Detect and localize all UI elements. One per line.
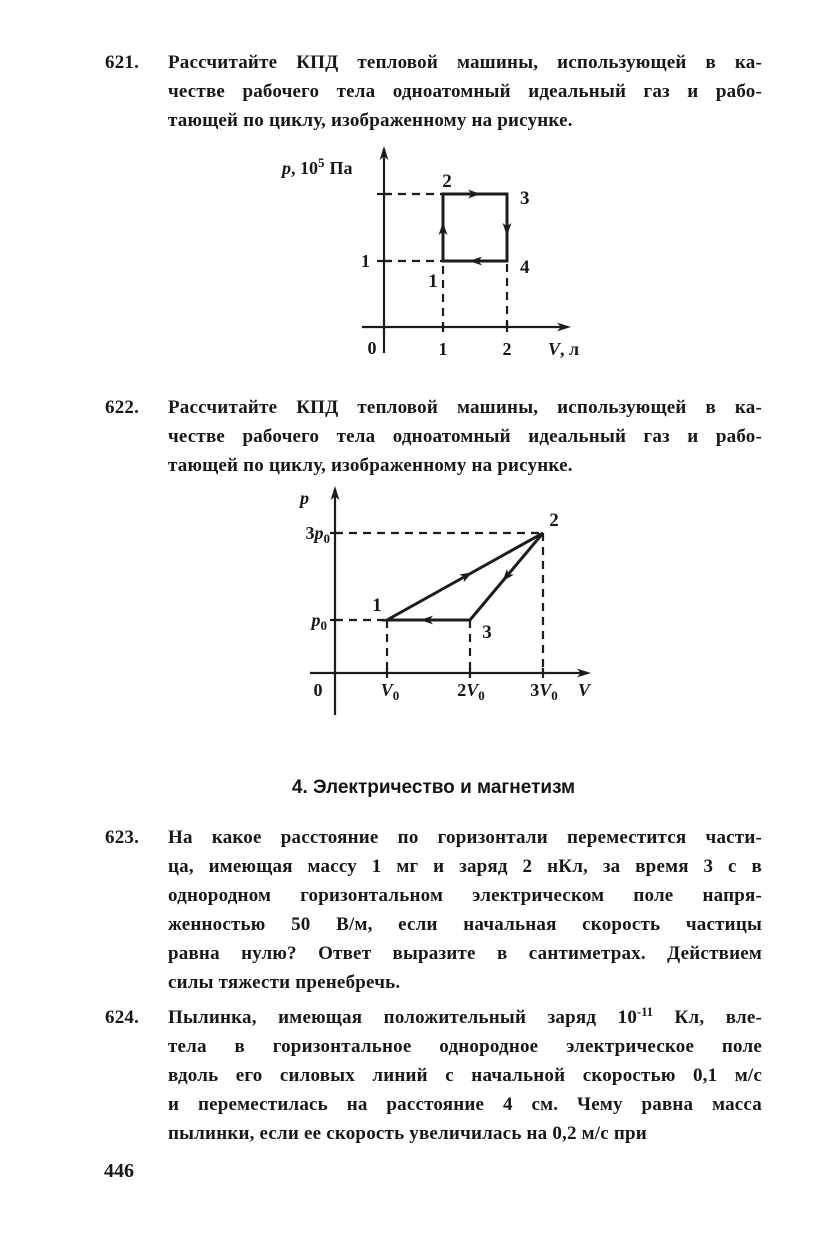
problem-624 xyxy=(105,1003,762,1148)
text-line: честве рабочего тела одноатомный идеальный газ и рабо- xyxy=(168,426,762,447)
text-line: пылинки, если ее скорость увеличилась на 0,2 м/с при xyxy=(168,1123,647,1144)
point-label-1: 1 xyxy=(428,271,438,292)
point-label-3: 3 xyxy=(482,622,492,643)
y-axis-label: p, $10^5$ Па xyxy=(282,155,353,178)
point-label-4: 4 xyxy=(520,257,530,278)
point-label-1: 1 xyxy=(372,595,382,616)
problem-text xyxy=(168,823,762,997)
problem-number: 621. xyxy=(105,52,140,73)
y-tick-label-3p0: $3p_0$ xyxy=(305,523,330,546)
text-line: Рассчитайте КПД тепловой машины, использующей в ка- xyxy=(168,52,762,73)
text-line: честве рабочего тела одноатомный идеальный газ и рабо- xyxy=(168,81,762,102)
origin-label: 0 xyxy=(313,680,323,700)
text-line: Рассчитайте КПД тепловой машины, использующей в ка- xyxy=(168,397,762,418)
text-line: вдоль его силовых линий с начальной скоростью 0,1 м/с xyxy=(168,1065,762,1086)
problem-number: 622. xyxy=(105,397,140,418)
pv-diagram-622-svg xyxy=(280,480,610,730)
problem-number: 624. xyxy=(105,1007,140,1028)
text-segment: Кл, вле- xyxy=(653,1007,762,1028)
origin-label: 0 xyxy=(367,338,377,358)
problem-text xyxy=(168,1003,762,1148)
point-label-3: 3 xyxy=(520,188,530,209)
problem-text xyxy=(168,393,762,480)
text-line: тела в горизонтальное однородное электрическое поле xyxy=(168,1036,762,1057)
problem-number: 623. xyxy=(105,827,140,848)
text-line: тающей по циклу, изображенному на рисунке. xyxy=(168,455,573,476)
text-line: силы тяжести пренебречь. xyxy=(168,972,401,993)
text-line: На какое расстояние по горизонтали переместится части- xyxy=(168,827,762,848)
point-label-2: 2 xyxy=(549,510,559,531)
x-tick-label-3V0: $3V_0$ xyxy=(530,680,558,703)
text-line: ца, имеющая массу 1 мг и заряд 2 нКл, за время 3 с в xyxy=(168,856,762,877)
x-tick-label: 1 xyxy=(438,339,448,359)
y-tick-label-p0: $p_0$ xyxy=(311,610,327,633)
x-tick-label-V0: $V_0$ xyxy=(380,680,400,703)
x-tick-label-2V0: $2V_0$ xyxy=(457,680,485,703)
y-tick-label: 1 xyxy=(361,251,370,271)
text-line: равна нулю? Ответ выразите в сантиметрах. Действием xyxy=(168,943,762,964)
pv-diagram-621-svg xyxy=(280,140,600,380)
text-line xyxy=(168,1003,762,1032)
cycle-path xyxy=(443,194,507,261)
text-line: тающей по циклу, изображенному на рисунке. xyxy=(168,110,573,131)
problem-622 xyxy=(105,393,762,480)
exponent: -11 xyxy=(637,1005,654,1019)
x-tick-label: 2 xyxy=(502,339,512,359)
point-label-2: 2 xyxy=(442,171,452,192)
x-axis-label: V xyxy=(578,680,591,700)
problem-text xyxy=(168,48,762,135)
pv-diagram-621 xyxy=(280,140,600,380)
problem-623 xyxy=(105,823,762,997)
x-axis-label: V, л xyxy=(548,339,580,359)
text-line: и переместилась на расстояние 4 см. Чему равна масса xyxy=(168,1094,762,1115)
text-segment: Пылинка, имеющая положительный заряд 10 xyxy=(168,1007,638,1028)
problem-621 xyxy=(105,48,762,135)
text-line: однородном горизонтальном электрическом поле напря- xyxy=(168,885,762,906)
y-axis-label: p xyxy=(300,488,309,508)
pv-diagram-622 xyxy=(280,480,610,730)
page-number: 446 xyxy=(104,1160,134,1182)
text-line: женностью 50 В/м, если начальная скорость частицы xyxy=(168,914,762,935)
section-header: 4. Электричество и магнетизм xyxy=(291,777,576,798)
